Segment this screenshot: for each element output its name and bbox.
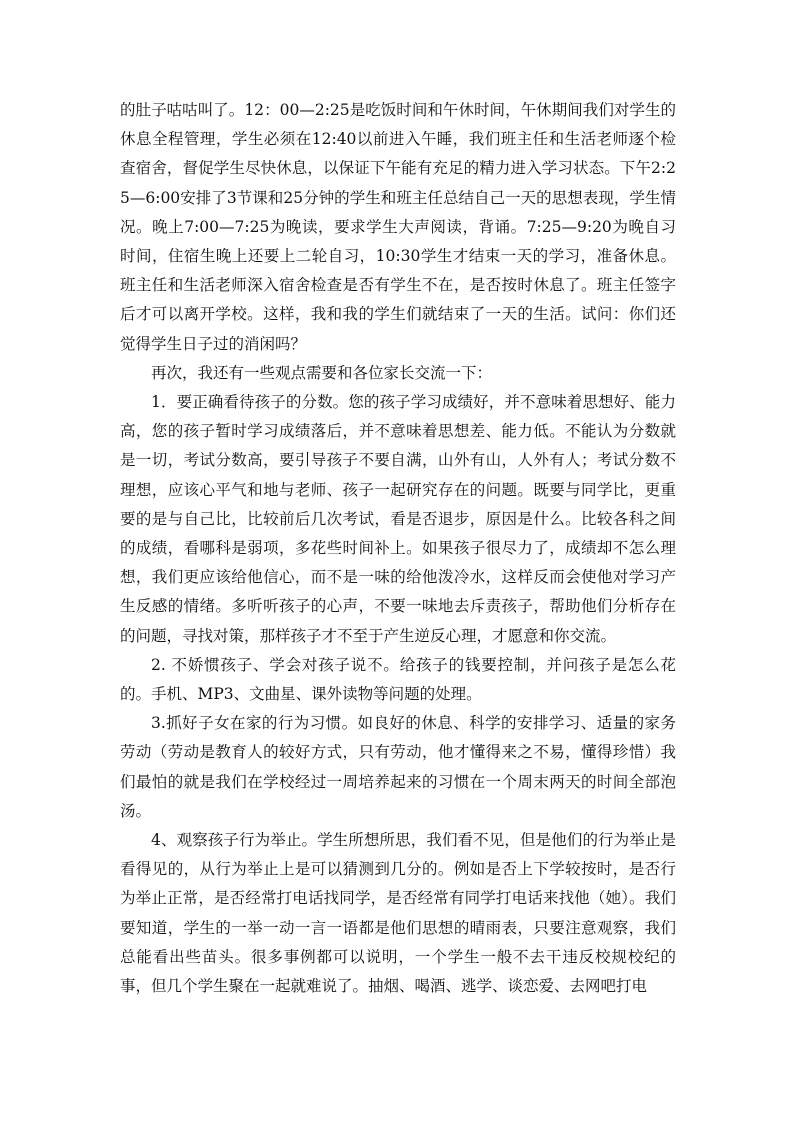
paragraph-point-4-observe: 4、观察孩子行为举止。学生所想所思，我们看不见，但是他们的行为举止是看得见的，从行为举止上是可以猜测到几分的。例如是否上下学较按时，是否行为举止正常，是否经常打电话找同学，是否经常有同学打电话来找他（她）。我们要知道，学生的一举一动一言一语都是他们思想的晴雨表，只要注意观察，我们总能看出些苗头。很多事例都可以说明，一个学生一般不去干违反校规校纪的事，但几个学生聚在一起就难说了。抽烟、喝酒、逃学、谈恋爱、去网吧打电 [120,831,676,996]
paragraph-daily-schedule: 的肚子咕咕叫了。12：00—2:25是吃饭时间和午休时间，午休期间我们对学生的休息全程管理，学生必须在12:40以前进入午睡，我们班主任和生活老师逐个检查宿舍，督促学生尽快休息，以保证下午能有充足的精力进入学习状态。下午2:25—6:00安排了3节课和25分钟的学生和班主任总结自己一天的思想表现，学生情况。晚上7:00—7:25为晚读，要求学生大声阅读，背诵。7:25—9:20为晚自习时间，住宿生晚上还要上二轮自习，10:30学生才结束一天的学习，准备休息。班主任和生活老师深入宿舍检查是否有学生不在，是否按时休息了。班主任签字后才可以离开学校。这样，我和我的学生们就结束了一天的生活。试问：你们还觉得学生日子过的消闲吗？ [120,101,676,353]
paragraph-point-3-habits: 3.抓好子女在家的行为习惯。如良好的休息、科学的安排学习、适量的家务劳动（劳动是教育人的较好方式，只有劳动，他才懂得来之不易，懂得珍惜）我们最怕的就是我们在学校经过一周培养起来的习惯在一个周末两天的时间全部泡汤。 [120,714,676,820]
document-body [120,96,676,1001]
paragraph-point-1-scores: 1．要正确看待孩子的分数。您的孩子学习成绩好，并不意味着思想好、能力高，您的孩子暂时学习成绩落后，并不意味着思想差、能力低。不能认为分数就是一切，考试分数高，要引导孩子不要自满，山外有山，人外有人；考试分数不理想，应该心平气和地与老师、孩子一起研究存在的问题。既要与同学比，更重要的是与自己比，比较前后几次考试，看是否退步，原因是什么。比较各科之间的成绩，看哪科是弱项，多花些时间补上。如果孩子很尽力了，成绩却不怎么理想，我们更应该给他信心，而不是一味的给他泼冷水，这样反而会使他对学习产生反感的情绪。多听听孩子的心声，不要一味地去斥责孩子，帮助他们分析存在的问题，寻找对策，那样孩子才不至于产生逆反心理，才愿意和你交流。 [120,393,676,645]
paragraph-point-2-say-no: 2. 不娇惯孩子、学会对孩子说不。给孩子的钱要控制，并问孩子是怎么花的。手机、MP3、文曲星、课外读物等问题的处理。 [120,655,676,704]
paragraph-opinions-intro: 再次，我还有一些观点需要和各位家长交流一下： [151,363,493,382]
